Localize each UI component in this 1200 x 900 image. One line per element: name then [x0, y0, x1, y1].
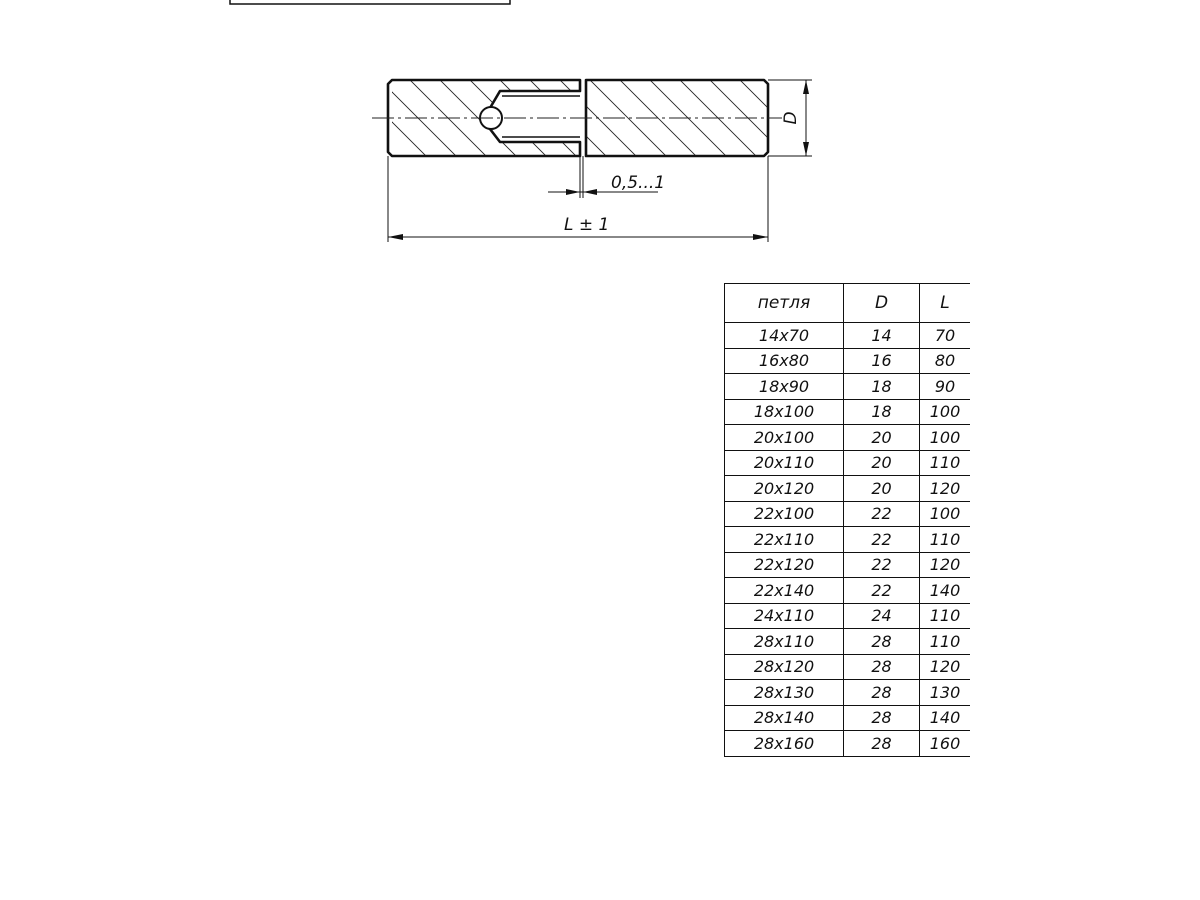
header-d: D	[844, 284, 920, 323]
cell-l: 110	[920, 629, 971, 655]
table-row	[725, 399, 971, 425]
cell-l: 120	[920, 476, 971, 502]
cell-loop: 20x110	[725, 450, 844, 476]
cell-d: 22	[844, 578, 920, 604]
cell-l: 140	[920, 578, 971, 604]
cell-d: 22	[844, 527, 920, 553]
cell-d: 20	[844, 450, 920, 476]
cell-l: 100	[920, 399, 971, 425]
cell-l: 90	[920, 374, 971, 400]
cell-loop: 22x100	[725, 501, 844, 527]
cell-l: 160	[920, 731, 971, 757]
cell-loop: 20x120	[725, 476, 844, 502]
cell-l: 70	[920, 323, 971, 349]
table-row	[725, 527, 971, 553]
cell-d: 16	[844, 348, 920, 374]
cell-loop: 18x90	[725, 374, 844, 400]
cell-l: 120	[920, 654, 971, 680]
cell-loop: 28x120	[725, 654, 844, 680]
cell-loop: 14x70	[725, 323, 844, 349]
cell-loop: 18x100	[725, 399, 844, 425]
cell-d: 28	[844, 680, 920, 706]
dimensions-table	[724, 283, 971, 757]
table-row	[725, 323, 971, 349]
cell-loop: 28x130	[725, 680, 844, 706]
cell-d: 22	[844, 552, 920, 578]
table-row	[725, 705, 971, 731]
cell-d: 24	[844, 603, 920, 629]
cell-d: 28	[844, 654, 920, 680]
cell-l: 80	[920, 348, 971, 374]
arrowhead	[566, 189, 580, 195]
arrowhead	[803, 80, 809, 94]
table-row	[725, 578, 971, 604]
cell-l: 110	[920, 527, 971, 553]
cell-d: 18	[844, 399, 920, 425]
cell-d: 20	[844, 425, 920, 451]
cell-loop: 16x80	[725, 348, 844, 374]
cell-loop: 28x160	[725, 731, 844, 757]
cell-l: 120	[920, 552, 971, 578]
table-header-row	[725, 284, 971, 323]
arrowhead	[388, 234, 403, 240]
cell-l: 130	[920, 680, 971, 706]
table-row	[725, 425, 971, 451]
cell-l: 100	[920, 501, 971, 527]
table-body	[725, 323, 971, 757]
title-frame-edge	[230, 0, 510, 4]
table-row	[725, 374, 971, 400]
cell-loop: 22x140	[725, 578, 844, 604]
cell-loop: 24x110	[725, 603, 844, 629]
table-row	[725, 450, 971, 476]
header-loop: петля	[725, 284, 844, 323]
cell-d: 28	[844, 629, 920, 655]
header-l: L	[920, 284, 971, 323]
dim-label-d: D	[781, 111, 801, 125]
table-row	[725, 680, 971, 706]
cell-l: 100	[920, 425, 971, 451]
table-row	[725, 629, 971, 655]
dim-label-gap: 0,5...1	[611, 173, 666, 193]
cell-l: 110	[920, 603, 971, 629]
cell-loop: 22x120	[725, 552, 844, 578]
arrowhead	[803, 142, 809, 156]
cell-l: 140	[920, 705, 971, 731]
table-row	[725, 654, 971, 680]
table-row	[725, 476, 971, 502]
table-row	[725, 552, 971, 578]
cell-d: 14	[844, 323, 920, 349]
cell-d: 28	[844, 731, 920, 757]
cell-loop: 28x140	[725, 705, 844, 731]
cell-d: 18	[844, 374, 920, 400]
table-row	[725, 501, 971, 527]
cell-loop: 20x100	[725, 425, 844, 451]
arrowhead	[583, 189, 597, 195]
table-row	[725, 603, 971, 629]
table-row	[725, 348, 971, 374]
table-cutoff-mask	[970, 280, 1010, 760]
cell-l: 110	[920, 450, 971, 476]
cell-loop: 28x110	[725, 629, 844, 655]
table-row	[725, 731, 971, 757]
cell-d: 28	[844, 705, 920, 731]
cell-d: 22	[844, 501, 920, 527]
cell-loop: 22x110	[725, 527, 844, 553]
arrowhead	[753, 234, 768, 240]
dim-label-l: L ± 1	[564, 215, 610, 235]
cell-d: 20	[844, 476, 920, 502]
